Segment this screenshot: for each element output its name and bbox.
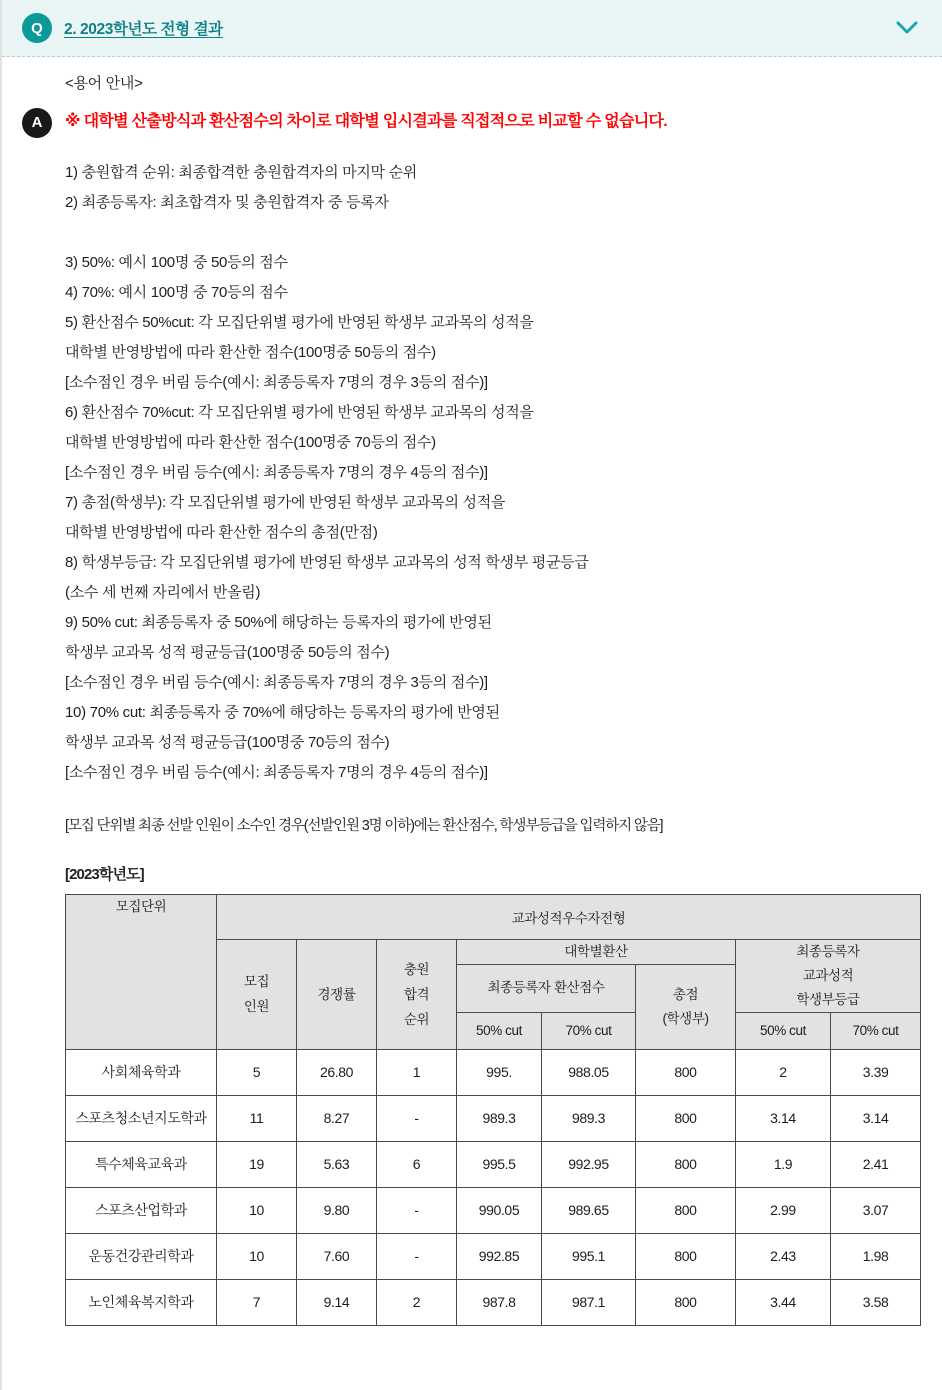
cell-conv-cut50: 995. bbox=[457, 1049, 542, 1095]
cell-competition: 26.80 bbox=[297, 1049, 377, 1095]
cell-waitlist: - bbox=[377, 1233, 457, 1279]
header-total-score bbox=[636, 964, 736, 1049]
cell-conv-cut70: 992.95 bbox=[542, 1141, 636, 1187]
cell-conv-cut50: 992.85 bbox=[457, 1233, 542, 1279]
cell-conv-cut50: 995.5 bbox=[457, 1141, 542, 1187]
cell-conv-cut70: 988.05 bbox=[542, 1049, 636, 1095]
cell-total: 800 bbox=[636, 1095, 736, 1141]
definition-line: 대학별 반영방법에 따라 환산한 점수(100명중 50등의 점수) bbox=[65, 343, 436, 361]
definition-line: [소수점인 경우 버림 등수(예시: 최종등록자 7명의 경우 4등의 점수)] bbox=[65, 763, 488, 781]
cell-unit: 특수체육교육과 bbox=[66, 1141, 217, 1187]
cell-competition: 9.80 bbox=[297, 1187, 377, 1233]
cell-waitlist: 1 bbox=[377, 1049, 457, 1095]
cell-grade-cut70: 3.07 bbox=[831, 1187, 921, 1233]
definition-line: [소수점인 경우 버림 등수(예시: 최종등록자 7명의 경우 3등의 점수)] bbox=[65, 673, 488, 691]
cell-unit: 스포츠청소년지도학과 bbox=[66, 1095, 217, 1141]
table-row bbox=[66, 1233, 921, 1279]
header-conv-cut70: 70% cut bbox=[542, 1012, 636, 1049]
cell-grade-cut50: 2.43 bbox=[736, 1233, 831, 1279]
header-grade-line3: 학생부등급 bbox=[796, 991, 860, 1007]
definition-line: 1) 충원합격 순위: 최종합격한 충원합격자의 마지막 순위 bbox=[65, 163, 417, 181]
cell-unit: 운동건강관리학과 bbox=[66, 1233, 217, 1279]
cell-quota: 19 bbox=[217, 1141, 297, 1187]
cell-grade-cut50: 2 bbox=[736, 1049, 831, 1095]
header-total-line1: 총점 bbox=[672, 986, 699, 1002]
header-grade-line1: 최종등록자 bbox=[796, 943, 860, 959]
results-table-wrap bbox=[65, 894, 920, 1326]
table-header-row-1 bbox=[66, 894, 921, 939]
header-competition: 경쟁률 bbox=[297, 939, 377, 1049]
cell-conv-cut70: 989.3 bbox=[542, 1095, 636, 1141]
definition-line: 대학별 반영방법에 따라 환산한 점수(100명중 70등의 점수) bbox=[65, 433, 436, 451]
cell-unit: 사회체육학과 bbox=[66, 1049, 217, 1095]
table-row bbox=[66, 1049, 921, 1095]
header-waitlist-rank bbox=[377, 939, 457, 1049]
answer-badge: A bbox=[22, 108, 52, 138]
definition-line: 4) 70%: 예시 100명 중 70등의 점수 bbox=[65, 283, 288, 301]
definition-line: 학생부 교과목 성적 평균등급(100명중 70등의 점수) bbox=[65, 733, 390, 751]
cell-conv-cut70: 995.1 bbox=[542, 1233, 636, 1279]
cell-total: 800 bbox=[636, 1187, 736, 1233]
definition-line: 9) 50% cut: 최종등록자 중 50%에 해당하는 등록자의 평가에 반영된 bbox=[65, 613, 492, 631]
table-row bbox=[66, 1279, 921, 1325]
cell-total: 800 bbox=[636, 1141, 736, 1187]
cell-total: 800 bbox=[636, 1279, 736, 1325]
cell-conv-cut50: 987.8 bbox=[457, 1279, 542, 1325]
cell-conv-cut50: 989.3 bbox=[457, 1095, 542, 1141]
header-waitlist-line1: 충원 bbox=[403, 961, 430, 977]
paragraph-spacer bbox=[22, 218, 922, 248]
cell-quota: 7 bbox=[217, 1279, 297, 1325]
cell-conv-cut70: 989.65 bbox=[542, 1187, 636, 1233]
warning-text: ※ 대학별 산출방식과 환산점수의 차이로 대학별 입시결과를 직접적으로 비교할 수 없습니다. bbox=[65, 112, 668, 130]
cell-quota: 10 bbox=[217, 1233, 297, 1279]
cell-waitlist: 2 bbox=[377, 1279, 457, 1325]
cell-grade-cut70: 3.39 bbox=[831, 1049, 921, 1095]
definition-line: 5) 환산점수 50%cut: 각 모집단위별 평가에 반영된 학생부 교과목의 성적을 bbox=[65, 313, 534, 331]
admission-results-table bbox=[65, 894, 921, 1326]
warning-row bbox=[22, 108, 922, 138]
footnote: [모집 단위별 최종 선발 인원이 소수인 경우(선발인원 3명 이하)에는 환산점수, 학생부등급을 입력하지 않음] bbox=[65, 817, 663, 834]
cell-grade-cut50: 3.44 bbox=[736, 1279, 831, 1325]
header-unit: 모집단위 bbox=[66, 894, 217, 1049]
definition-line: 학생부 교과목 성적 평균등급(100명중 50등의 점수) bbox=[65, 643, 390, 661]
table-row bbox=[66, 1187, 921, 1233]
header-conv-cut50: 50% cut bbox=[457, 1012, 542, 1049]
header-grade-cut50: 50% cut bbox=[736, 1012, 831, 1049]
definition-line: 3) 50%: 예시 100명 중 50등의 점수 bbox=[65, 253, 288, 271]
definition-line: [소수점인 경우 버림 등수(예시: 최종등록자 7명의 경우 3등의 점수)] bbox=[65, 373, 488, 391]
definition-line: 10) 70% cut: 최종등록자 중 70%에 해당하는 등록자의 평가에 반영된 bbox=[65, 703, 500, 721]
chevron-down-icon[interactable] bbox=[894, 15, 920, 41]
header-quota-line1: 모집 bbox=[243, 974, 270, 989]
table-caption: [2023학년도] bbox=[65, 865, 144, 883]
definition-line: 대학별 반영방법에 따라 환산한 점수의 총점(만점) bbox=[65, 523, 378, 541]
cell-grade-cut50: 2.99 bbox=[736, 1187, 831, 1233]
header-final-grade bbox=[736, 939, 921, 1012]
cell-grade-cut70: 3.58 bbox=[831, 1279, 921, 1325]
definitions-group-2 bbox=[65, 248, 922, 788]
cell-conv-cut50: 990.05 bbox=[457, 1187, 542, 1233]
cell-grade-cut70: 2.41 bbox=[831, 1141, 921, 1187]
table-row bbox=[66, 1095, 921, 1141]
header-grade-cut70: 70% cut bbox=[831, 1012, 921, 1049]
header-univ-conversion: 대학별환산 bbox=[457, 939, 736, 964]
cell-grade-cut70: 3.14 bbox=[831, 1095, 921, 1141]
cell-grade-cut50: 1.9 bbox=[736, 1141, 831, 1187]
definition-line: [소수점인 경우 버림 등수(예시: 최종등록자 7명의 경우 4등의 점수)] bbox=[65, 463, 488, 481]
cell-quota: 5 bbox=[217, 1049, 297, 1095]
cell-quota: 10 bbox=[217, 1187, 297, 1233]
cell-competition: 9.14 bbox=[297, 1279, 377, 1325]
cell-waitlist: 6 bbox=[377, 1141, 457, 1187]
definition-line: (소수 세 번째 자리에서 반올림) bbox=[65, 583, 261, 601]
header-admission-type: 교과성적우수자전형 bbox=[217, 894, 921, 939]
cell-total: 800 bbox=[636, 1233, 736, 1279]
cell-competition: 8.27 bbox=[297, 1095, 377, 1141]
header-grade-line2: 교과성적 bbox=[802, 967, 854, 983]
header-waitlist-line3: 순위 bbox=[403, 1011, 430, 1027]
cell-total: 800 bbox=[636, 1049, 736, 1095]
question-header[interactable] bbox=[2, 0, 942, 57]
header-waitlist-line2: 합격 bbox=[403, 986, 430, 1002]
cell-waitlist: - bbox=[377, 1187, 457, 1233]
cell-grade-cut70: 1.98 bbox=[831, 1233, 921, 1279]
definition-line: 8) 학생부등급: 각 모집단위별 평가에 반영된 학생부 교과목의 성적 학생부 평균등급 bbox=[65, 553, 589, 571]
cell-conv-cut70: 987.1 bbox=[542, 1279, 636, 1325]
definition-line: 7) 총점(학생부): 각 모집단위별 평가에 반영된 학생부 교과목의 성적을 bbox=[65, 493, 506, 511]
cell-competition: 7.60 bbox=[297, 1233, 377, 1279]
page-title[interactable]: 2. 2023학년도 전형 결과 bbox=[64, 21, 223, 38]
answer-body bbox=[2, 57, 942, 1326]
cell-quota: 11 bbox=[217, 1095, 297, 1141]
definitions-group-1 bbox=[65, 158, 922, 218]
cell-grade-cut50: 3.14 bbox=[736, 1095, 831, 1141]
definition-line: 6) 환산점수 70%cut: 각 모집단위별 평가에 반영된 학생부 교과목의 성적을 bbox=[65, 403, 534, 421]
cell-unit: 스포츠산업학과 bbox=[66, 1187, 217, 1233]
header-final-score: 최종등록자 환산점수 bbox=[457, 964, 636, 1012]
header-total-line2: (학생부) bbox=[662, 1010, 709, 1026]
table-body bbox=[66, 1049, 921, 1325]
question-badge: Q bbox=[22, 13, 52, 43]
header-quota-line2: 인원 bbox=[243, 999, 270, 1014]
cell-waitlist: - bbox=[377, 1095, 457, 1141]
table-row bbox=[66, 1141, 921, 1187]
cell-unit: 노인체육복지학과 bbox=[66, 1279, 217, 1325]
cell-competition: 5.63 bbox=[297, 1141, 377, 1187]
definition-line: 2) 최종등록자: 최초합격자 및 충원합격자 중 등록자 bbox=[65, 193, 389, 211]
terms-guide-label: <용어 안내> bbox=[65, 75, 143, 92]
header-quota bbox=[217, 939, 297, 1049]
